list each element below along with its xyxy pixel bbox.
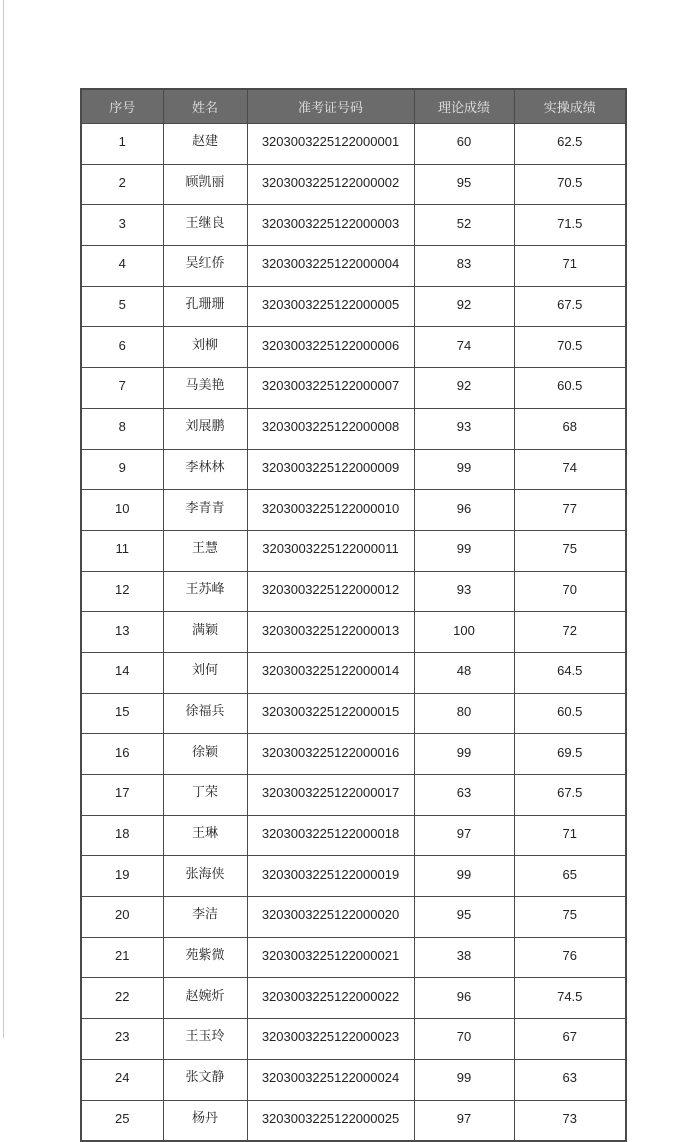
cell-theory-score: 99 bbox=[414, 449, 514, 490]
cell-name: 刘柳 bbox=[163, 327, 247, 368]
cell-index: 22 bbox=[81, 978, 163, 1019]
table-row bbox=[81, 1100, 626, 1141]
cell-theory-score: 95 bbox=[414, 164, 514, 205]
table-row bbox=[81, 612, 626, 653]
cell-practical-score: 71 bbox=[514, 815, 626, 856]
table-row bbox=[81, 124, 626, 165]
table-row bbox=[81, 327, 626, 368]
cell-theory-score: 52 bbox=[414, 205, 514, 246]
cell-practical-score: 62.5 bbox=[514, 124, 626, 165]
cell-practical-score: 63 bbox=[514, 1059, 626, 1100]
cell-theory-score: 74 bbox=[414, 327, 514, 368]
table-row bbox=[81, 530, 626, 571]
cell-exam-id: 3203003225122000007 bbox=[247, 368, 414, 409]
cell-index: 8 bbox=[81, 408, 163, 449]
cell-index: 13 bbox=[81, 612, 163, 653]
cell-index: 10 bbox=[81, 490, 163, 531]
cell-practical-score: 73 bbox=[514, 1100, 626, 1141]
cell-index: 14 bbox=[81, 652, 163, 693]
cell-name: 孔珊珊 bbox=[163, 286, 247, 327]
cell-theory-score: 92 bbox=[414, 286, 514, 327]
cell-name: 赵建 bbox=[163, 124, 247, 165]
page-edge bbox=[3, 0, 4, 1038]
header-theory-score: 理论成绩 bbox=[414, 89, 514, 124]
cell-practical-score: 71 bbox=[514, 246, 626, 287]
cell-theory-score: 99 bbox=[414, 1059, 514, 1100]
table-row bbox=[81, 164, 626, 205]
cell-index: 21 bbox=[81, 937, 163, 978]
table-row bbox=[81, 246, 626, 287]
header-name: 姓名 bbox=[163, 89, 247, 124]
cell-name: 吴红侨 bbox=[163, 246, 247, 287]
cell-index: 15 bbox=[81, 693, 163, 734]
cell-name: 徐福兵 bbox=[163, 693, 247, 734]
cell-exam-id: 3203003225122000019 bbox=[247, 856, 414, 897]
cell-exam-id: 3203003225122000017 bbox=[247, 775, 414, 816]
cell-theory-score: 63 bbox=[414, 775, 514, 816]
cell-theory-score: 97 bbox=[414, 1100, 514, 1141]
cell-exam-id: 3203003225122000015 bbox=[247, 693, 414, 734]
cell-practical-score: 67.5 bbox=[514, 775, 626, 816]
cell-theory-score: 38 bbox=[414, 937, 514, 978]
cell-name: 刘何 bbox=[163, 652, 247, 693]
cell-practical-score: 67 bbox=[514, 1019, 626, 1060]
cell-name: 李青青 bbox=[163, 490, 247, 531]
cell-name: 李洁 bbox=[163, 897, 247, 938]
cell-theory-score: 99 bbox=[414, 734, 514, 775]
cell-practical-score: 70.5 bbox=[514, 327, 626, 368]
cell-theory-score: 48 bbox=[414, 652, 514, 693]
cell-exam-id: 3203003225122000002 bbox=[247, 164, 414, 205]
header-row bbox=[81, 89, 626, 124]
table-row bbox=[81, 734, 626, 775]
cell-name: 徐颖 bbox=[163, 734, 247, 775]
cell-exam-id: 3203003225122000021 bbox=[247, 937, 414, 978]
table-row bbox=[81, 408, 626, 449]
cell-exam-id: 3203003225122000020 bbox=[247, 897, 414, 938]
cell-name: 刘展鹏 bbox=[163, 408, 247, 449]
table-row bbox=[81, 897, 626, 938]
cell-name: 赵婉炘 bbox=[163, 978, 247, 1019]
cell-practical-score: 67.5 bbox=[514, 286, 626, 327]
cell-index: 19 bbox=[81, 856, 163, 897]
table-row bbox=[81, 1059, 626, 1100]
cell-theory-score: 95 bbox=[414, 897, 514, 938]
table-row bbox=[81, 693, 626, 734]
cell-exam-id: 3203003225122000009 bbox=[247, 449, 414, 490]
cell-name: 王玉玲 bbox=[163, 1019, 247, 1060]
cell-theory-score: 60 bbox=[414, 124, 514, 165]
cell-exam-id: 3203003225122000016 bbox=[247, 734, 414, 775]
table-row bbox=[81, 856, 626, 897]
cell-exam-id: 3203003225122000011 bbox=[247, 530, 414, 571]
cell-theory-score: 83 bbox=[414, 246, 514, 287]
cell-index: 18 bbox=[81, 815, 163, 856]
cell-name: 王慧 bbox=[163, 530, 247, 571]
header-practical-score: 实操成绩 bbox=[514, 89, 626, 124]
cell-practical-score: 68 bbox=[514, 408, 626, 449]
cell-practical-score: 60.5 bbox=[514, 368, 626, 409]
cell-index: 2 bbox=[81, 164, 163, 205]
cell-practical-score: 70 bbox=[514, 571, 626, 612]
cell-name: 李林林 bbox=[163, 449, 247, 490]
cell-practical-score: 70.5 bbox=[514, 164, 626, 205]
cell-theory-score: 97 bbox=[414, 815, 514, 856]
table-row bbox=[81, 937, 626, 978]
cell-practical-score: 75 bbox=[514, 897, 626, 938]
cell-index: 16 bbox=[81, 734, 163, 775]
table-row bbox=[81, 368, 626, 409]
cell-index: 4 bbox=[81, 246, 163, 287]
cell-practical-score: 64.5 bbox=[514, 652, 626, 693]
cell-name: 杨丹 bbox=[163, 1100, 247, 1141]
cell-practical-score: 69.5 bbox=[514, 734, 626, 775]
cell-practical-score: 74 bbox=[514, 449, 626, 490]
cell-name: 马美艳 bbox=[163, 368, 247, 409]
cell-index: 17 bbox=[81, 775, 163, 816]
cell-exam-id: 3203003225122000014 bbox=[247, 652, 414, 693]
cell-theory-score: 93 bbox=[414, 408, 514, 449]
cell-exam-id: 3203003225122000025 bbox=[247, 1100, 414, 1141]
cell-index: 12 bbox=[81, 571, 163, 612]
cell-practical-score: 77 bbox=[514, 490, 626, 531]
table-row bbox=[81, 652, 626, 693]
cell-exam-id: 3203003225122000018 bbox=[247, 815, 414, 856]
cell-index: 3 bbox=[81, 205, 163, 246]
cell-exam-id: 3203003225122000006 bbox=[247, 327, 414, 368]
cell-practical-score: 74.5 bbox=[514, 978, 626, 1019]
cell-name: 张文静 bbox=[163, 1059, 247, 1100]
cell-index: 6 bbox=[81, 327, 163, 368]
cell-practical-score: 75 bbox=[514, 530, 626, 571]
table-row bbox=[81, 571, 626, 612]
cell-theory-score: 92 bbox=[414, 368, 514, 409]
cell-index: 5 bbox=[81, 286, 163, 327]
cell-exam-id: 3203003225122000022 bbox=[247, 978, 414, 1019]
cell-index: 7 bbox=[81, 368, 163, 409]
cell-theory-score: 70 bbox=[414, 1019, 514, 1060]
cell-practical-score: 60.5 bbox=[514, 693, 626, 734]
cell-theory-score: 99 bbox=[414, 530, 514, 571]
header-exam-id: 准考证号码 bbox=[247, 89, 414, 124]
cell-theory-score: 100 bbox=[414, 612, 514, 653]
cell-exam-id: 3203003225122000012 bbox=[247, 571, 414, 612]
cell-theory-score: 99 bbox=[414, 856, 514, 897]
table-row bbox=[81, 205, 626, 246]
table-row bbox=[81, 978, 626, 1019]
table-row bbox=[81, 449, 626, 490]
table-row bbox=[81, 490, 626, 531]
cell-exam-id: 3203003225122000008 bbox=[247, 408, 414, 449]
table-row bbox=[81, 815, 626, 856]
cell-index: 9 bbox=[81, 449, 163, 490]
cell-name: 丁荣 bbox=[163, 775, 247, 816]
cell-name: 王琳 bbox=[163, 815, 247, 856]
cell-index: 24 bbox=[81, 1059, 163, 1100]
cell-exam-id: 3203003225122000003 bbox=[247, 205, 414, 246]
score-table bbox=[80, 88, 627, 1142]
cell-practical-score: 65 bbox=[514, 856, 626, 897]
cell-practical-score: 71.5 bbox=[514, 205, 626, 246]
cell-name: 王继良 bbox=[163, 205, 247, 246]
cell-name: 张海侠 bbox=[163, 856, 247, 897]
cell-theory-score: 96 bbox=[414, 978, 514, 1019]
cell-exam-id: 3203003225122000004 bbox=[247, 246, 414, 287]
cell-practical-score: 72 bbox=[514, 612, 626, 653]
cell-theory-score: 96 bbox=[414, 490, 514, 531]
cell-index: 25 bbox=[81, 1100, 163, 1141]
cell-index: 11 bbox=[81, 530, 163, 571]
table-row bbox=[81, 286, 626, 327]
cell-name: 苑紫微 bbox=[163, 937, 247, 978]
cell-exam-id: 3203003225122000001 bbox=[247, 124, 414, 165]
cell-theory-score: 93 bbox=[414, 571, 514, 612]
table-row bbox=[81, 775, 626, 816]
cell-theory-score: 80 bbox=[414, 693, 514, 734]
cell-index: 23 bbox=[81, 1019, 163, 1060]
table-row bbox=[81, 1019, 626, 1060]
cell-exam-id: 3203003225122000013 bbox=[247, 612, 414, 653]
cell-name: 满颖 bbox=[163, 612, 247, 653]
cell-name: 顾凯丽 bbox=[163, 164, 247, 205]
cell-exam-id: 3203003225122000023 bbox=[247, 1019, 414, 1060]
cell-index: 20 bbox=[81, 897, 163, 938]
cell-index: 1 bbox=[81, 124, 163, 165]
cell-exam-id: 3203003225122000010 bbox=[247, 490, 414, 531]
cell-exam-id: 3203003225122000024 bbox=[247, 1059, 414, 1100]
cell-name: 王苏峰 bbox=[163, 571, 247, 612]
table-body bbox=[81, 124, 626, 1142]
cell-practical-score: 76 bbox=[514, 937, 626, 978]
header-index: 序号 bbox=[81, 89, 163, 124]
cell-exam-id: 3203003225122000005 bbox=[247, 286, 414, 327]
